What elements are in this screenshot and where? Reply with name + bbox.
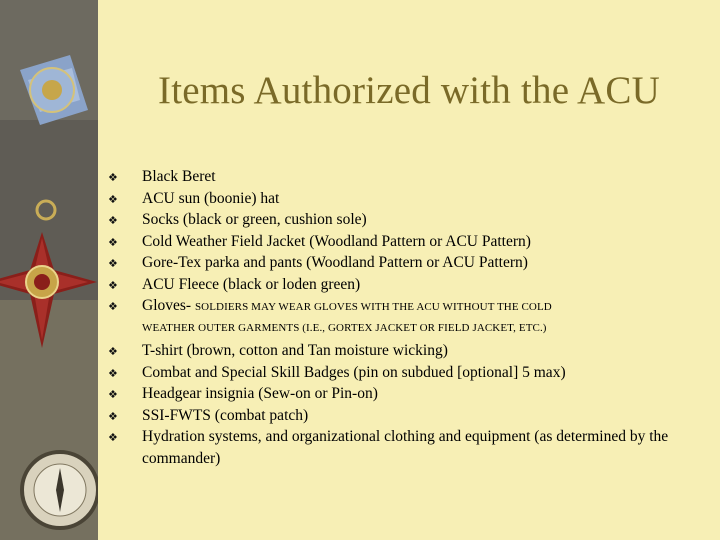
diamond-bullet-icon: ❖ (108, 366, 118, 380)
diamond-bullet-icon: ❖ (108, 214, 118, 227)
diamond-bullet-icon: ❖ (108, 388, 118, 401)
list-item (108, 188, 713, 210)
diamond-bullet-icon: ❖ (108, 235, 118, 249)
list-item-text: ACU Fleece (black or loden green) (142, 275, 361, 293)
medal-illustration (0, 0, 98, 540)
list-item (108, 362, 713, 384)
list-item (108, 231, 713, 253)
list-item-text: ACU sun (boonie) hat (142, 189, 280, 207)
list-item-note-continued: WEATHER OUTER GARMENTS (I.E., GORTEX JACKET OR FIELD JACKET, ETC.) (142, 322, 547, 334)
list-item-text: Socks (black or green, cushion sole) (142, 211, 367, 228)
list-item (108, 295, 713, 338)
diamond-bullet-icon: ❖ (108, 278, 118, 292)
list-item (108, 340, 713, 362)
list-item (108, 209, 713, 231)
list-item-text: T-shirt (brown, cotton and Tan moisture wicking) (142, 342, 448, 359)
list-item-text: Combat and Special Skill Badges (pin on subdued [optional] 5 max) (142, 363, 566, 381)
list-item-text: Gore-Tex parka and pants (Woodland Pattern or ACU Pattern) (142, 254, 528, 271)
list-item-note: SOLDIERS MAY WEAR GLOVES WITH THE ACU WITHOUT THE COLD (194, 301, 552, 313)
list-item-text: Headgear insignia (Sew-on or Pin-on) (142, 385, 378, 402)
list-item (108, 252, 713, 274)
diamond-bullet-icon: ❖ (108, 257, 118, 270)
diamond-bullet-icon: ❖ (108, 345, 118, 358)
decorative-medal-photo (0, 0, 98, 540)
diamond-bullet-icon: ❖ (108, 431, 118, 444)
diamond-bullet-icon: ❖ (108, 300, 118, 313)
list-item-text: Gloves- (142, 297, 195, 314)
list-item (108, 426, 713, 469)
slide-title: Items Authorized with the ACU (158, 69, 660, 112)
diamond-bullet-icon: ❖ (108, 192, 118, 206)
diamond-bullet-icon: ❖ (108, 409, 118, 423)
list-item-text: SSI-FWTS (combat patch) (142, 406, 309, 424)
list-item (108, 166, 713, 188)
list-item-text: Black Beret (142, 168, 216, 185)
list-item (108, 383, 713, 405)
list-item (108, 405, 713, 427)
list-item-text: Hydration systems, and organizational clothing and equipment (as determined by the commander) (142, 428, 669, 467)
list-item (108, 274, 713, 296)
diamond-bullet-icon: ❖ (108, 171, 118, 184)
list-item-text: Cold Weather Field Jacket (Woodland Pattern or ACU Pattern) (142, 232, 531, 250)
authorized-items-list (108, 166, 713, 469)
